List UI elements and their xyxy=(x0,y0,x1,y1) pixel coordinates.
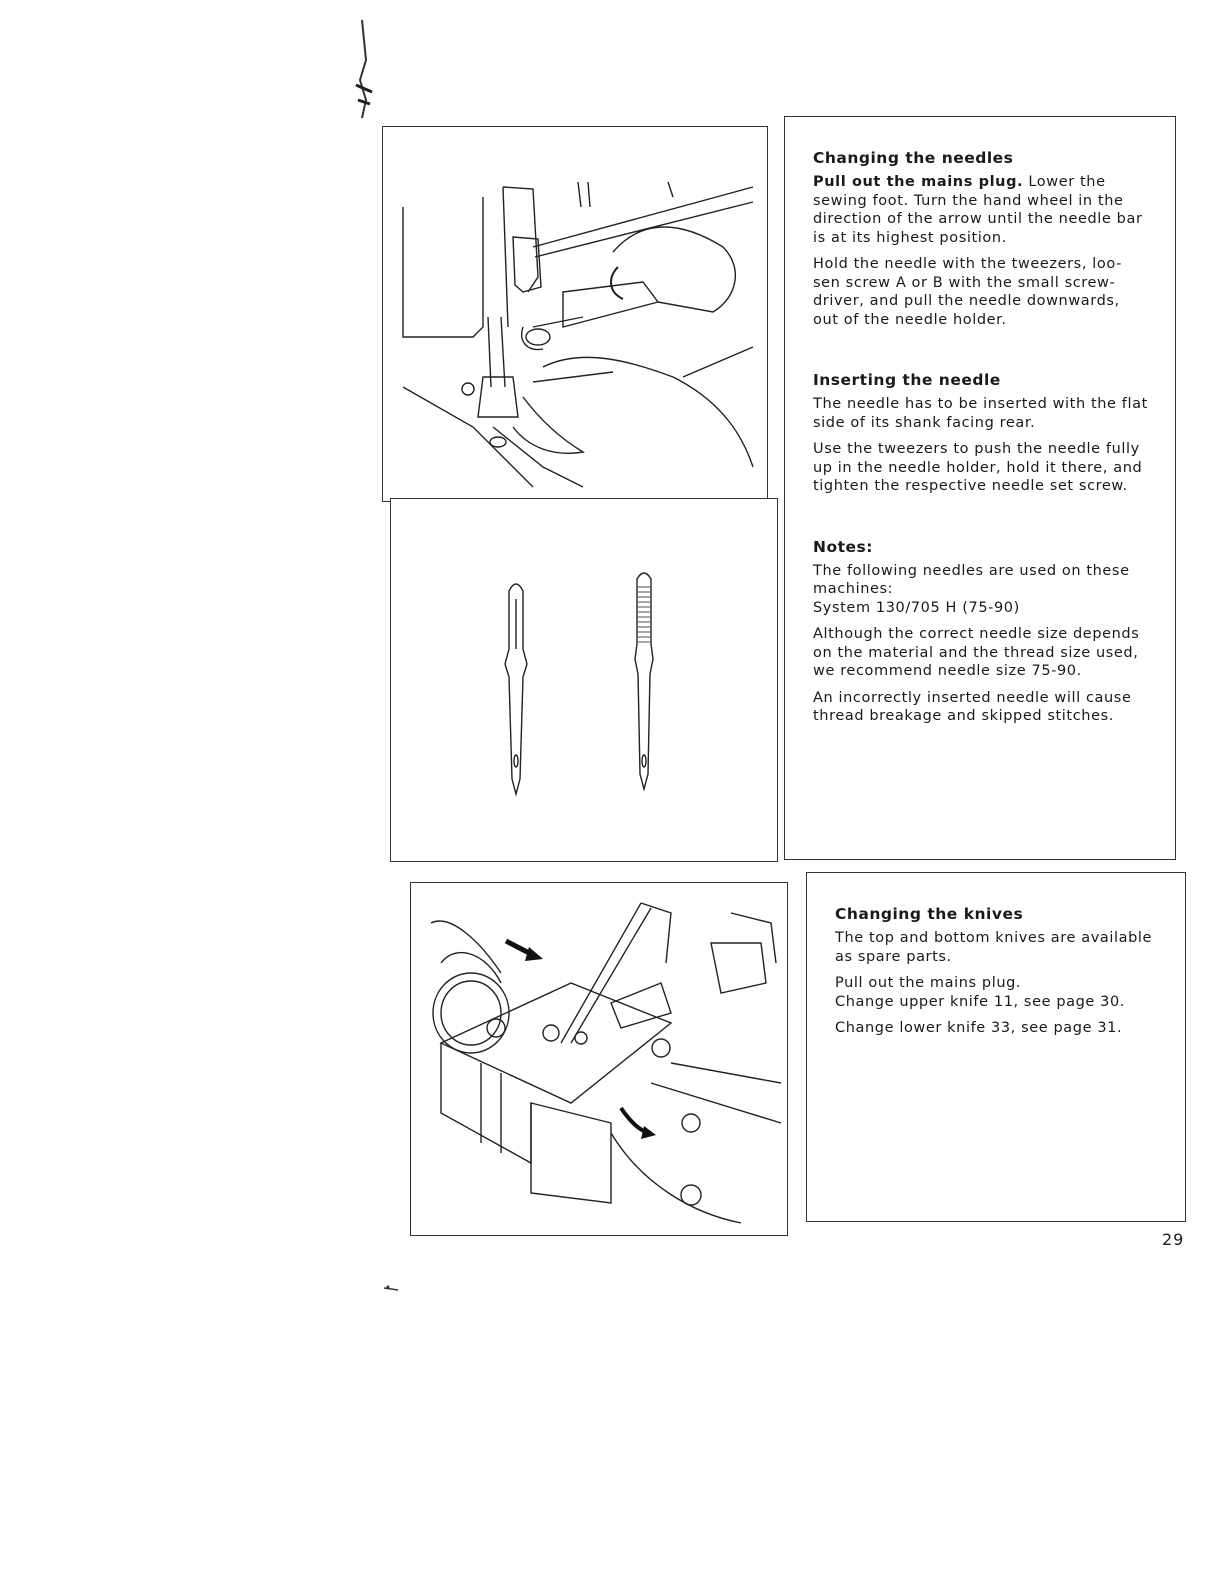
needle-removal-illustration xyxy=(383,127,769,503)
unplug-instruction: Pull out the mains plug. xyxy=(813,174,1024,190)
inserting-para-1: The needle has to be inserted with the flat side of its shank facing rear. xyxy=(813,396,1148,431)
changing-knives-heading: Changing the knives xyxy=(835,905,1024,923)
bottom-illustration-frame xyxy=(410,882,788,1236)
notes-heading: Notes: xyxy=(813,537,873,556)
remove-needle-text: Hold the needle with the tweezers, loo-sen screw A or B with the small screw-driver, and pull the needle downwards, out of the needle holder. xyxy=(813,256,1122,328)
needle-system-text: System 130/705 H (75-90) xyxy=(813,599,1020,616)
knives-instructions-box xyxy=(806,872,1186,1222)
notes-para-3: An incorrectly inserted needle will cause thread breakage and skipped stitches. xyxy=(813,689,1132,724)
notes-para-1 xyxy=(813,562,1149,618)
notes-para-2: Although the correct needle size depends on the material and the thread size used, we recommend needle size 75-90. xyxy=(813,626,1140,679)
upper-knife-text: Change upper knife 11, see page 30. xyxy=(835,993,1126,1010)
changing-needles-intro xyxy=(813,173,1149,247)
knives-para-3: Change lower knife 33, see page 31. xyxy=(835,1020,1123,1036)
page-number: 29 xyxy=(1162,1230,1185,1249)
inserting-para-2: Use the tweezers to push the needle fully up in the needle holder, hold it there, and tighten the respective needle set screw. xyxy=(813,441,1143,494)
knives-para-2 xyxy=(835,974,1159,1011)
inserting-needle-heading: Inserting the needle xyxy=(813,371,1001,389)
knives-unplug-text: Pull out the mains plug. xyxy=(835,975,1022,991)
knife-assembly-illustration xyxy=(411,883,789,1237)
knives-para-1: The top and bottom knives are available as spare parts. xyxy=(835,930,1153,965)
intro-text: Lower the sewing foot. Turn the hand wheel in the direction of the arrow until the needle bar is at its highest position. xyxy=(813,174,1143,246)
needles-instructions-box xyxy=(784,116,1176,860)
top-illustration-frame xyxy=(382,126,768,502)
middle-illustration-frame xyxy=(390,498,778,862)
changing-needles-heading: Changing the needles xyxy=(813,149,1014,167)
needles-illustration xyxy=(391,499,779,863)
notes-machines-text: The following needles are used on these machines: xyxy=(813,562,1130,597)
